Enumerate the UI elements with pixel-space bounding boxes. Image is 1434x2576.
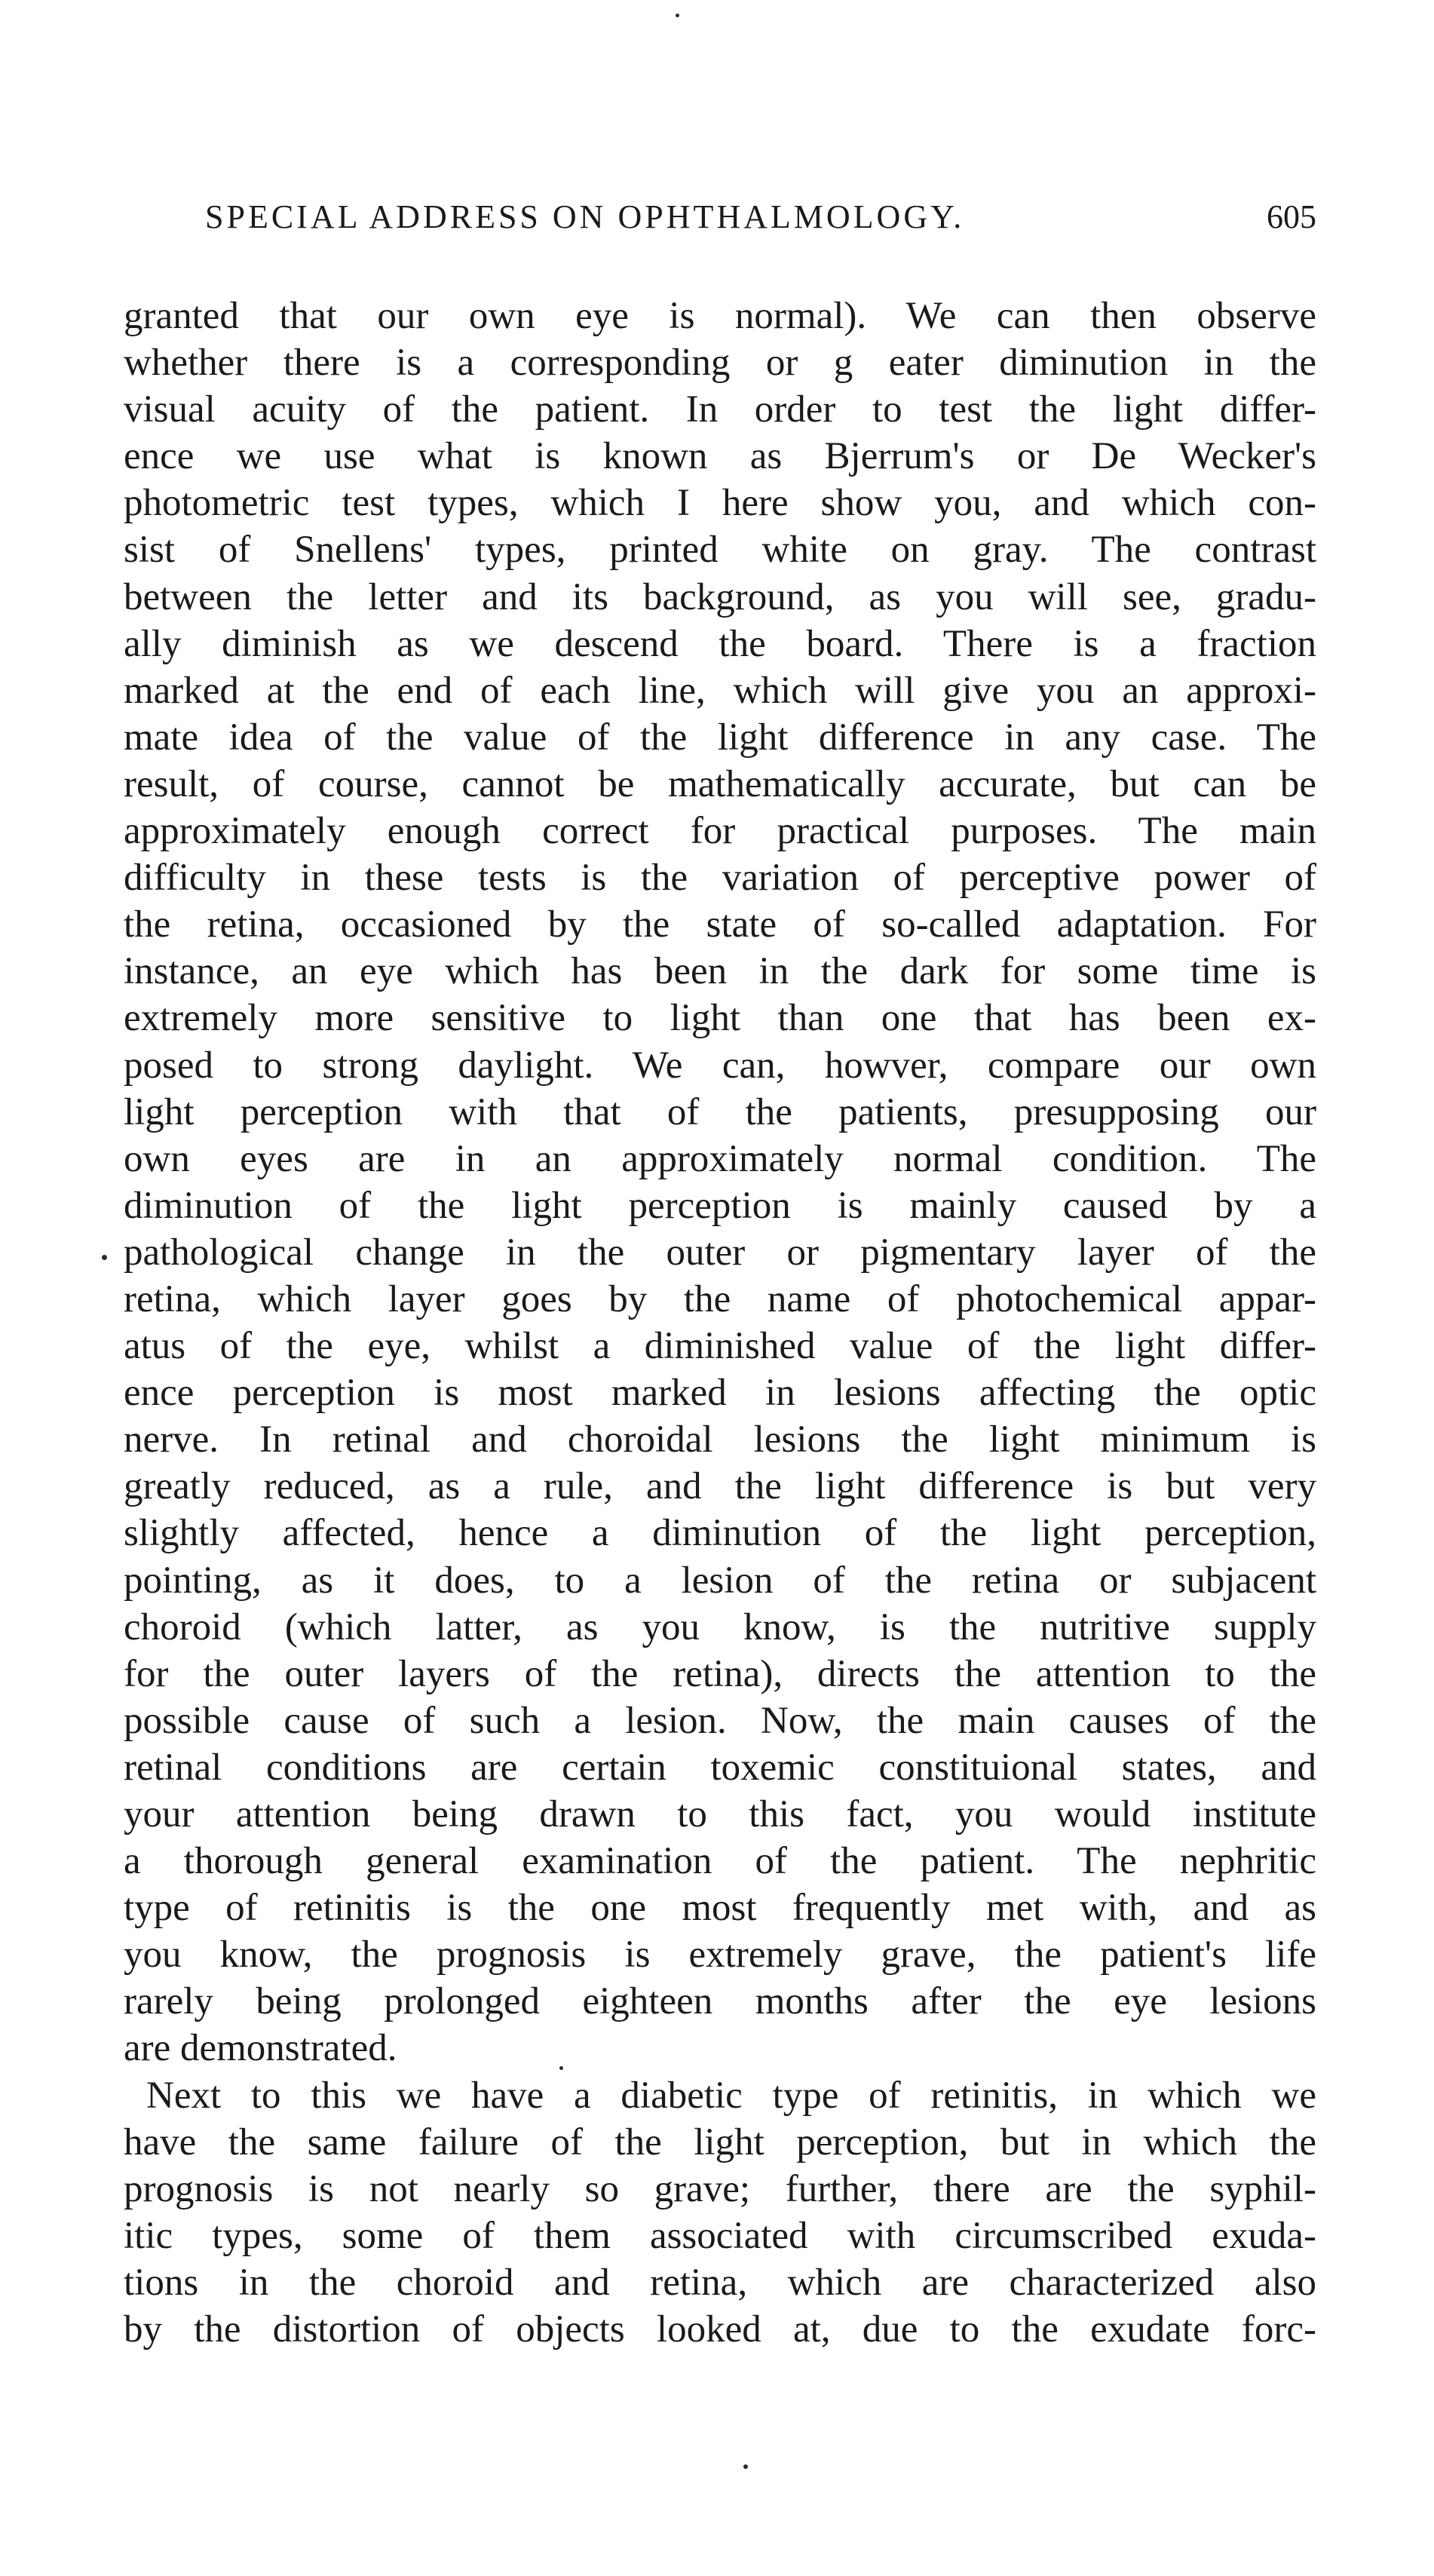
text-line: extremely more sensitive to light than one that has been ex- [124,997,1316,1040]
text-line: are demonstrated. [124,2027,397,2070]
text-line: ally diminish as we descend the board. There is a fraction [124,622,1316,665]
text-line: ence perception is most marked in lesions affecting the optic [124,1372,1316,1415]
text-line: result, of course, cannot be mathematically accurate, but can be [124,762,1316,805]
running-head [205,198,1316,250]
paragraph-2 [124,2072,1316,2354]
text-line: slightly affected, hence a diminution of the light perception, [124,1512,1316,1555]
text-line: posed to strong daylight. We can, howver, compare our own [124,1044,1316,1087]
text-line: diminution of the light perception is mainly caused by a [124,1184,1316,1227]
text-line: whether there is a corresponding or g eater diminution in the [124,342,1316,385]
text-line: mate idea of the value of the light difference in any case. The [124,716,1316,759]
text-line: choroid (which latter, as you know, is the nutritive supply [124,1605,1316,1648]
running-title: SPECIAL ADDRESS ON OPHTHALMOLOGY. [205,198,965,235]
text-line: prognosis is not nearly so grave; further, there are the syphil- [124,2167,1316,2210]
text-line: itic types, some of them associated with circumscribed exuda- [124,2214,1316,2257]
text-line: light perception with that of the patients, presupposing our [124,1090,1316,1133]
text-line: instance, an eye which has been in the dark for some time is [124,950,1316,993]
text-line: nerve. In retinal and choroidal lesions the light minimum is [124,1418,1316,1461]
scan-speck-text [559,2066,563,2070]
text-line: marked at the end of each line, which will give you an approxi- [124,669,1316,712]
text-line: greatly reduced, as a rule, and the light difference is but very [124,1465,1316,1508]
scan-speck-top [676,14,679,17]
scan-speck-bottom [743,2464,748,2469]
body-text [124,293,1316,2353]
text-line: pathological change in the outer or pigmentary layer of the [124,1231,1316,1274]
text-line: sist of Snellens' types, printed white on gray. The contrast [124,529,1316,572]
text-line: a thorough general examination of the patient. The nephritic [124,1840,1316,1883]
text-line: Next to this we have a diabetic type of retinitis, in which we [146,2074,1316,2117]
text-line: by the distortion of objects looked at, due to the exudate forc- [124,2308,1316,2351]
text-line: between the letter and its background, as you will see, gradu- [124,575,1316,618]
text-line: rarely being prolonged eighteen months after the eye lesions [124,1980,1316,2023]
text-line: approximately enough correct for practical purposes. The main [124,810,1316,853]
text-line: atus of the eye, whilst a diminished value of the light differ- [124,1325,1316,1368]
text-line: you know, the prognosis is extremely grave, the patient's life [124,1934,1316,1976]
text-line: your attention being drawn to this fact, you would institute [124,1793,1316,1835]
text-line: retinal conditions are certain toxemic constituional states, and [124,1746,1316,1789]
text-line: own eyes are in an approximately normal condition. The [124,1137,1316,1180]
text-line: possible cause of such a lesion. Now, the main causes of the [124,1699,1316,1742]
text-line: tions in the choroid and retina, which are characterized also [124,2261,1316,2304]
page-number: 605 [1267,198,1316,235]
paragraph-1 [124,293,1316,2072]
text-line: the retina, occasioned by the state of so-called adaptation. For [124,903,1316,946]
text-line: have the same failure of the light perception, but in which the [124,2121,1316,2164]
text-line: photometric test types, which I here show you, and which con- [124,482,1316,525]
text-line: ence we use what is known as Bjerrum's or De Wecker's [124,435,1316,478]
text-line: visual acuity of the patient. In order to test the light differ- [124,388,1316,431]
text-line: pointing, as it does, to a lesion of the retina or subjacent [124,1559,1316,1602]
text-line: difficulty in these tests is the variation of perceptive power of [124,857,1316,900]
scan-speck-margin [102,1255,107,1260]
text-line: retina, which layer goes by the name of photochemical appar- [124,1277,1316,1320]
text-line: for the outer layers of the retina), directs the attention to the [124,1652,1316,1695]
text-line: type of retinitis is the one most frequently met with, and as [124,1887,1316,1930]
text-line: granted that our own eye is normal). We can then observe [124,295,1316,337]
